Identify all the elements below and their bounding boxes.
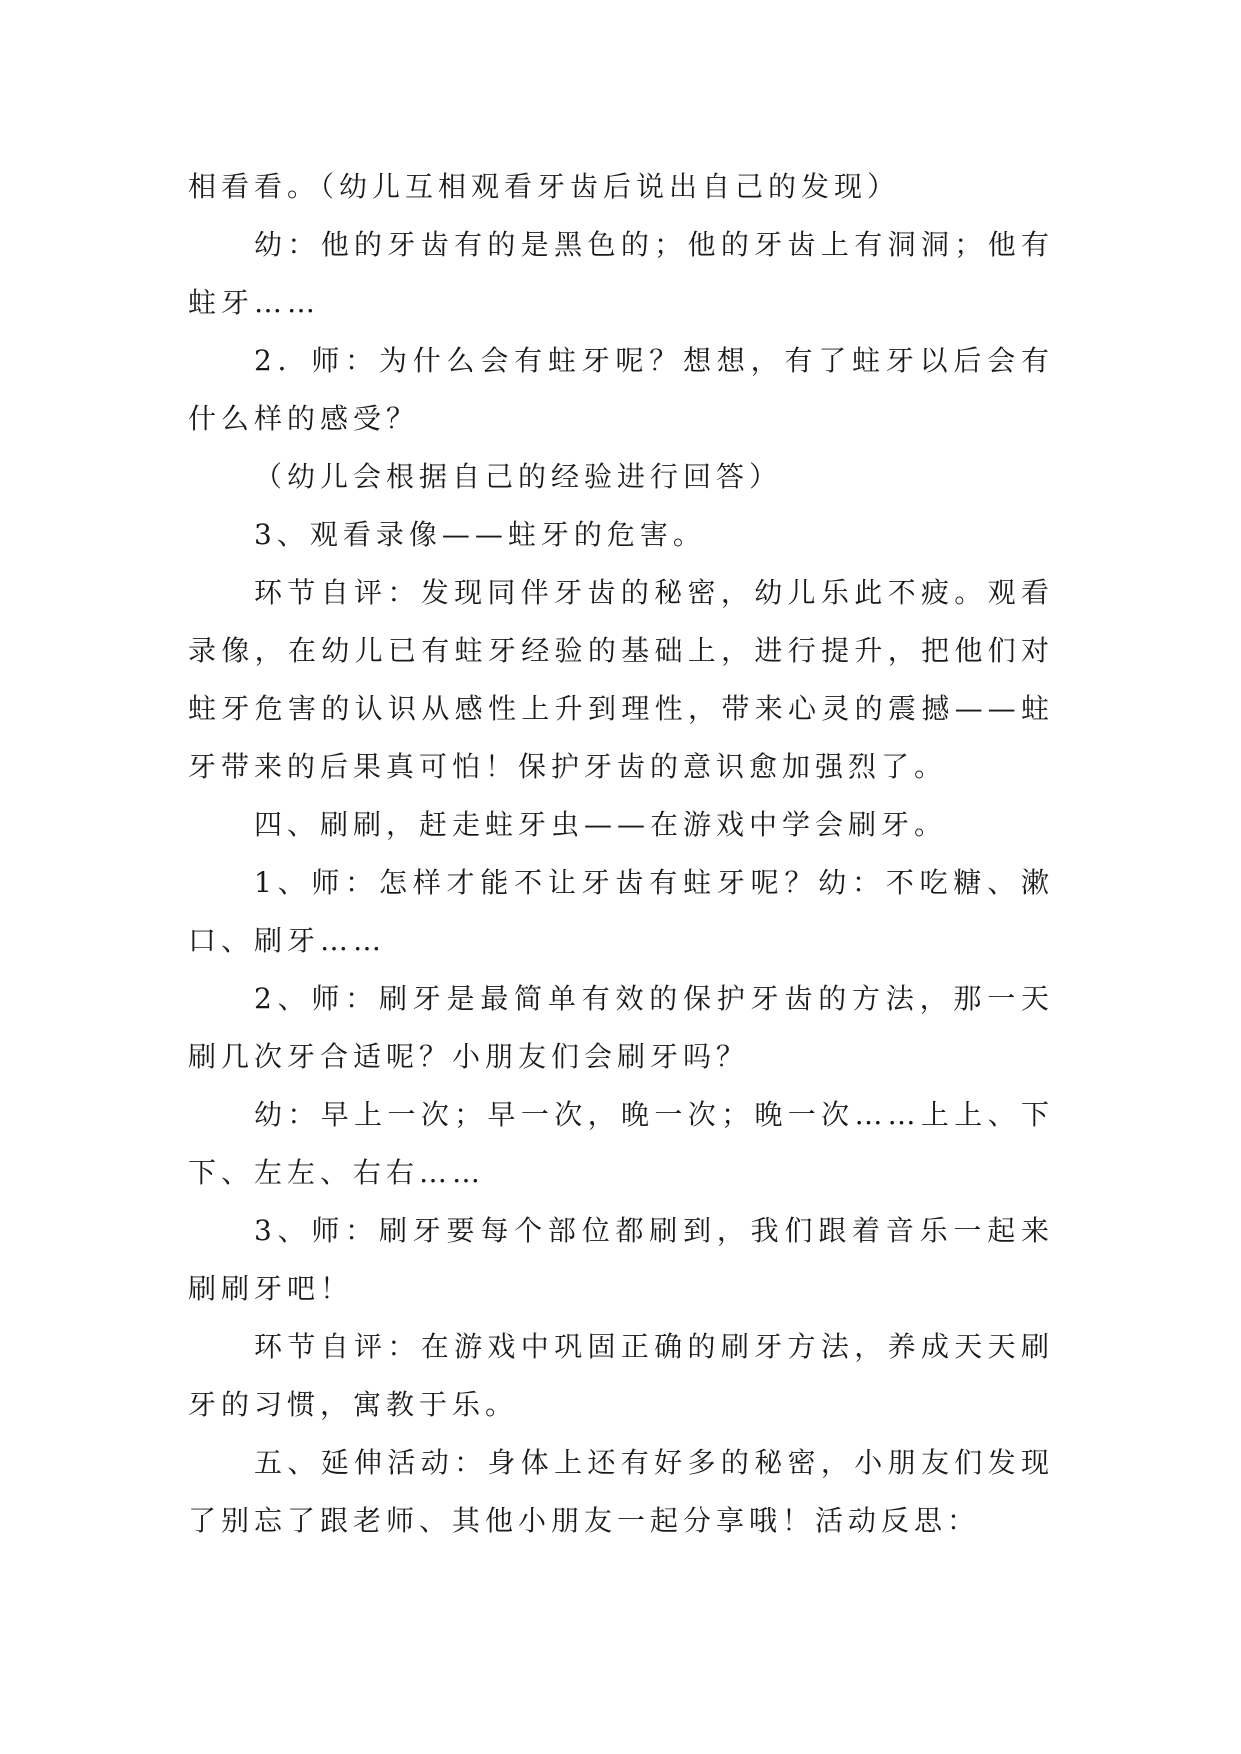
paragraph-section-four-heading: 四、刷刷，赶走蛀牙虫——在游戏中学会刷牙。 xyxy=(254,808,948,841)
paragraph-watch-video: 3、观看录像——蛀牙的危害。 xyxy=(254,518,706,551)
paragraph-teacher-question-prevent: 1、师：怎样才能不让牙齿有蛀牙呢？幼：不吃糖、漱口、刷牙…… xyxy=(188,866,1054,957)
paragraph-teacher-music-brushing: 3、师：刷牙要每个部位都刷到，我们跟着音乐一起来刷刷牙吧！ xyxy=(188,1214,1054,1305)
paragraph-extension-activity: 五、延伸活动：身体上还有好多的秘密，小朋友们发现了别忘了跟老师、其他小朋友一起分享哦！活动反思： xyxy=(188,1446,1054,1537)
paragraph-teacher-question-2: 2．师：为什么会有蛀牙呢？想想，有了蛀牙以后会有什么样的感受？ xyxy=(188,344,1054,435)
document-body xyxy=(188,158,1054,1550)
paragraph-continuation: 相看看。（幼儿互相观看牙齿后说出自己的发现） xyxy=(188,170,901,203)
paragraph-self-evaluation-1: 环节自评：发现同伴牙齿的秘密，幼儿乐此不疲。观看录像，在幼儿已有蛀牙经验的基础上，进行提升，把他们对蛀牙危害的认识从感性上升到理性，带来心灵的震撼——蛀牙带来的后果真可怕！保护牙齿的意识愈加强烈了。 xyxy=(188,576,1054,783)
paragraph-self-evaluation-2: 环节自评：在游戏中巩固正确的刷牙方法，养成天天刷牙的习惯，寓教于乐。 xyxy=(188,1330,1054,1421)
paragraph-child-response-note: （幼儿会根据自己的经验进行回答） xyxy=(254,460,783,493)
paragraph-child-answer-brushing: 幼：早上一次；早一次，晚一次；晚一次……上上、下下、左左、右右…… xyxy=(188,1098,1054,1189)
paragraph-child-answer-1: 幼：他的牙齿有的是黑色的；他的牙齿上有洞洞；他有蛀牙…… xyxy=(188,228,1054,319)
paragraph-teacher-brushing-method: 2、师：刷牙是最简单有效的保护牙齿的方法，那一天刷几次牙合适呢？小朋友们会刷牙吗？ xyxy=(188,982,1054,1073)
